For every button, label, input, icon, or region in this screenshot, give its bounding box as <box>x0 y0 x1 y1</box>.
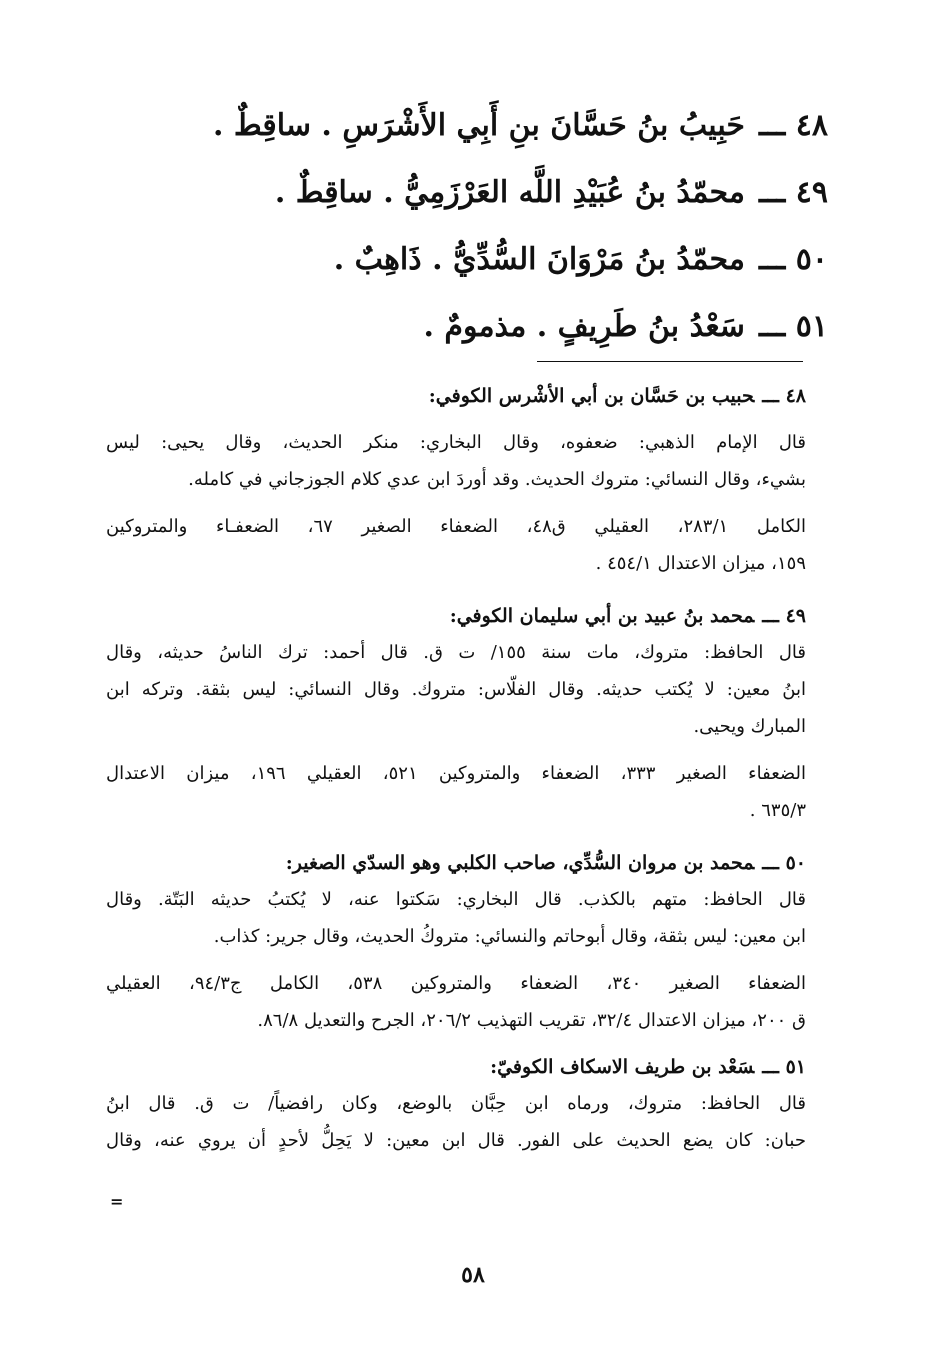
entry-number: ٤٨ ـــ <box>758 108 828 143</box>
entry-text: سَعْدُ بنُ طَرِيفٍ . مذمومٌ . <box>423 309 745 344</box>
note-title-50 <box>106 845 806 881</box>
note-number: ٤٩ ـــ <box>762 605 806 627</box>
note-line: قال الحافظ: متروك، ورماه ابن حِبَّان بالوضع، وكان رافضياً/ ت ق. قال ابنُ <box>106 1093 806 1114</box>
note-reference: الضعفاء الصغير ٣٣٣، الضعفاء والمتروكين ٥٢١، العقيلي ١٩٦، ميزان الاعتدال <box>106 763 806 784</box>
note-line: حبان: كان يضع الحديث على الفور. قال ابن معين: لا يَحِلُّ لأحدٍ أن يروي عنه، وقال <box>106 1130 806 1151</box>
entry-number: ٥١ ـــ <box>758 309 828 344</box>
note-heading: حبيب بن حَسَّان بن أبي الأشْرس الكوفي: <box>428 385 755 407</box>
note-line: قال الإمام الذهبي: ضعفوه، وقال البخاري: منكر الحديث، وقال يحيى: ليس <box>106 432 806 453</box>
note-number: ٥١ ـــ <box>762 1056 806 1078</box>
note-heading: سَعْد بن طريف الاسكاف الكوفيّ: <box>490 1056 755 1078</box>
note-line: المبارك ويحيى. <box>693 716 806 737</box>
note-title-48 <box>106 378 806 414</box>
note-reference: ق ٢٠٠، ميزان الاعتدال ٣٢/٤، تقريب التهذيب ٢٠٦/٢، الجرح والتعديل ٨٦/٨. <box>257 1010 806 1031</box>
note-number: ٤٨ ـــ <box>762 385 806 407</box>
main-entry-list <box>213 92 828 360</box>
entry-number: ٥٠ ـــ <box>758 242 828 277</box>
note-line: بشيء، وقال النسائي: متروك الحديث. وقد أوردَ ابن عدي كلام الجوزجاني في كامله. <box>188 469 806 490</box>
note-line: ابنُ معين: لا يُكتب حديثه. وقال الفلّاس: متروك. وقال النسائي: ليس بثقة. وتركه ابن <box>106 679 806 700</box>
continuation-mark: = <box>110 1192 124 1211</box>
entry-text: محمّدُ بنُ عُبَيْدِ اللَّه العَرْزَمِيُّ . ساقِطٌ . <box>274 175 745 210</box>
note-line: قال الحافظ: متهم بالكذب. قال البخاري: سَكتوا عنه، لا يُكتبُ حديثه البَتّة. وقال <box>106 889 806 910</box>
note-heading: محمد بنُ عبيد بن أبي سليمان الكوفي: <box>449 605 755 627</box>
note-reference: ١٥٩، ميزان الاعتدال ٤٥٤/١ . <box>595 553 806 574</box>
note-title-51 <box>106 1049 806 1085</box>
main-entry-50 <box>268 226 828 293</box>
note-title-49 <box>106 598 806 634</box>
note-reference: ٦٣٥/٣ . <box>749 800 806 821</box>
note-line: قال الحافظ: متروك، مات سنة ١٥٥/ ت ق. قال أحمد: ترك الناسُ حديثه، وقال <box>106 642 806 663</box>
entry-number: ٤٩ ـــ <box>758 175 828 210</box>
page-number: ٥٨ <box>461 1262 485 1288</box>
main-entry-51 <box>268 293 828 360</box>
entry-text: حَبِيبُ بنُ حَسَّانَ بنِ أَبِي الأَشْرَسِ . ساقِطٌ . <box>213 108 745 143</box>
note-reference: الضعفاء الصغير ٣٤٠، الضعفاء والمتروكين ٥٣٨، الكامل ج٩٤/٣، العقيلي <box>106 973 806 994</box>
note-line: ابن معين: ليس بثقة، وقال أبوحاتم والنسائي: متروكُ الحديث، وقال جرير: كذاب. <box>213 926 806 947</box>
main-entry-49 <box>268 159 828 226</box>
note-reference: الكامل ٢٨٣/١، العقيلي ق٤٨، الضعفاء الصغير ٦٧، الضعفـاء والمتروكين <box>106 516 806 537</box>
footnote-separator <box>537 361 803 362</box>
footnotes <box>106 378 806 1159</box>
note-number: ٥٠ ـــ <box>762 852 806 874</box>
entry-text: محمّدُ بنُ مَرْوَانَ السُّدِّيُّ . ذَاهِبٌ . <box>333 242 745 277</box>
main-entry-48 <box>213 92 828 159</box>
note-heading: محمد بن مروان السُّدِّي، صاحب الكلبي وهو السدّي الصغير: <box>285 852 755 874</box>
